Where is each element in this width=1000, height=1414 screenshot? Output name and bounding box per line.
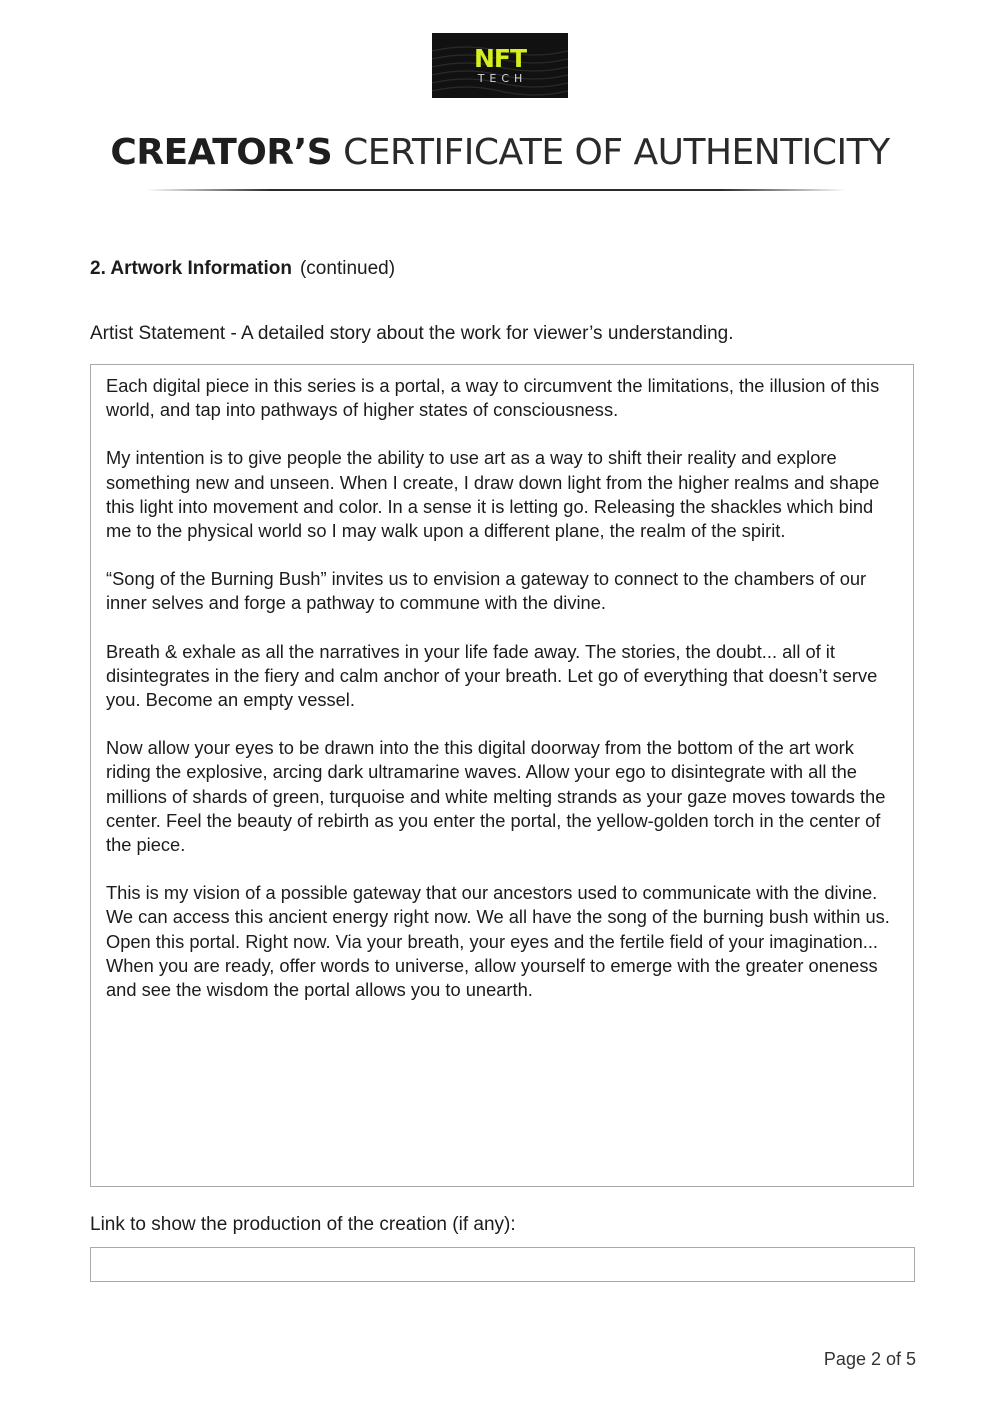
statement-paragraph: “Song of the Burning Bush” invites us to envision a gateway to connect to the chambers of our inner selves and forge a pathway to commune with the divine. [106, 568, 867, 614]
statement-paragraph: Now allow your eyes to be drawn into the this digital doorway from the bottom of the art work riding the explosive, arcing dark ultramarine waves. Allow your ego to disintegrate with all the millions of shards of green, turquoise and white melting strands as your gaze moves towards the center. Feel the beauty of rebirth as you enter the portal, the yellow-golden torch in the center of the piece. [106, 737, 886, 856]
artist-statement-label: Artist Statement - A detailed story about the work for viewer’s understanding. [90, 323, 734, 344]
statement-paragraph: This is my vision of a possible gateway that our ancestors used to communicate with the divine. We can access this ancient energy right now. We all have the song of the burning bush within us. Open this portal. Right now. Via your breath, your eyes and the fertile field of your imagination... When you are ready, offer words to universe, allow yourself to emerge with the greater oneness and see the wisdom the portal allows you to unearth. [106, 882, 890, 1001]
nft-tech-logo [432, 33, 568, 98]
production-link-label: Link to show the production of the creation (if any): [90, 1214, 516, 1235]
document-title [0, 130, 1000, 176]
document-title-rest: CERTIFICATE OF AUTHENTICITY [343, 132, 890, 173]
section-title: 2. Artwork Information [90, 258, 292, 279]
statement-paragraph: Each digital piece in this series is a portal, a way to circumvent the limitations, the illusion of this world, and tap into pathways of higher states of consciousness. [106, 375, 880, 421]
title-divider [146, 189, 846, 191]
page-number: Page 2 of 5 [823, 1349, 916, 1369]
production-link-field[interactable] [90, 1247, 915, 1282]
logo-subtitle: TECH [477, 72, 528, 85]
statement-paragraph: My intention is to give people the ability to use art as a way to shift their reality and explore something new and unseen. When I create, I draw down light from the higher realms and shape this light into movement and color. In a sense it is letting go. Releasing the shackles which bind me to the physical world so I may walk upon a different plane, the realm of the spirit. [106, 447, 880, 542]
section-note: (continued) [299, 258, 396, 279]
document-title-bold: CREATOR’S [110, 132, 333, 173]
logo-wordmark: NFT [473, 44, 527, 73]
section-heading [90, 256, 395, 282]
statement-paragraph: Breath & exhale as all the narratives in your life fade away. The stories, the doubt... all of it disintegrates in the fiery and calm anchor of your breath. Let go of everything that doesn’t serve you. Become an empty vessel. [106, 640, 878, 711]
artist-statement-field[interactable] [90, 364, 914, 1187]
